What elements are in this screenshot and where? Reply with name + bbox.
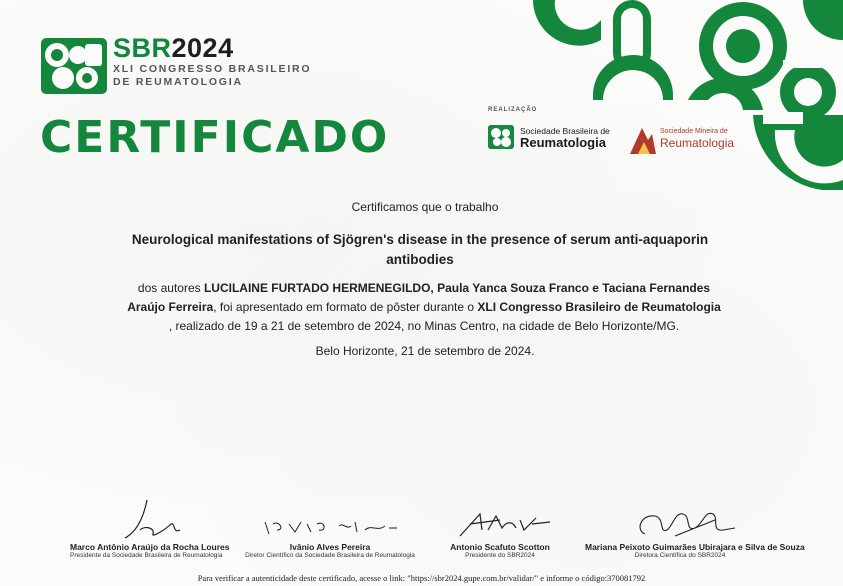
authors-mid: , foi apresentado em formato de pôster durante o [213,300,478,314]
dateline: Belo Horizonte, 21 de setembro de 2024. [315,344,535,358]
verification-footer: Para verificar a autenticidade deste certificado, acesse o link: "https://sbr2024.gupe.com.br/validar/" e informe o código:370081792 [197,573,646,583]
authors-suffix: , realizado de 19 a 21 de setembro de 2024, no Minas Centro, na cidade de Belo Horizonte/MG. [168,319,680,333]
decorative-pattern-icon [513,0,843,190]
logo-title [113,33,311,63]
signature-block-3 [430,500,570,559]
signature-1-name: Marco Antônio Araújo da Rocha Loures [70,542,230,552]
sbr-organization-logo [488,123,613,153]
sbr-org-icon [488,125,514,149]
logo-text [113,33,311,89]
authors-paragraph [118,279,730,336]
logo-subtitle-line2: DE REUMATOLOGIA [113,76,243,88]
smr-organization-logo [628,122,738,156]
authors-names: LUCILAINE FURTADO HERMENEGILDO, Paula Yanca Souza Franco e Taciana Fernandes Araújo Ferreira [127,281,711,314]
signature-4-name: Mariana Peixoto Guimarães Ubirajara e Silva de Souza [585,542,805,552]
signature-3-icon [440,500,560,542]
signature-3-role: Presidente do SBR2024 [465,552,535,559]
intro-text: Certificamos que o trabalho [351,200,499,214]
realizacao-label: REALIZAÇÃO [488,107,538,113]
sbr2024-logo-icon [41,38,107,94]
smr-org-icon [628,122,658,156]
logo-brand: SBR [113,33,172,63]
authors-prefix: dos autores [137,281,204,295]
smr-org-line1: Sociedade Mineira de [660,128,728,135]
signature-1-role: Presidente da Sociedade Brasileira de Reumatologia [70,552,223,559]
signature-4-icon [615,500,745,542]
congress-name: XLI Congresso Brasileiro de Reumatologia [477,300,721,314]
signature-2-name: Ivânio Alves Pereira [289,542,371,552]
signature-block-1 [70,500,230,559]
signature-1-icon [85,500,205,542]
signature-block-4 [585,500,805,559]
logo-year: 2024 [171,33,234,63]
signature-2-icon [255,500,405,542]
certificate-heading: CERTIFICADO [40,112,390,163]
work-title: Neurological manifestations of Sjögren's disease in the presence of serum anti-aquaporin antibodies [131,232,709,267]
sbr-org-line2: Reumatologia [520,135,606,150]
signature-4-role: Diretora Científica do SBR2024 [634,552,726,559]
signature-3-name: Antonio Scafuto Scotton [450,542,550,552]
sbr-org-line1: Sociedade Brasileira de [520,126,610,136]
smr-org-line2: Reumatologia [660,136,735,150]
logo-subtitle-line1: XLI CONGRESSO BRASILEIRO [113,63,312,75]
signature-2-role: Diretor Científico da Sociedade Brasileira de Reumatologia [245,552,415,559]
signature-block-2 [245,500,415,559]
